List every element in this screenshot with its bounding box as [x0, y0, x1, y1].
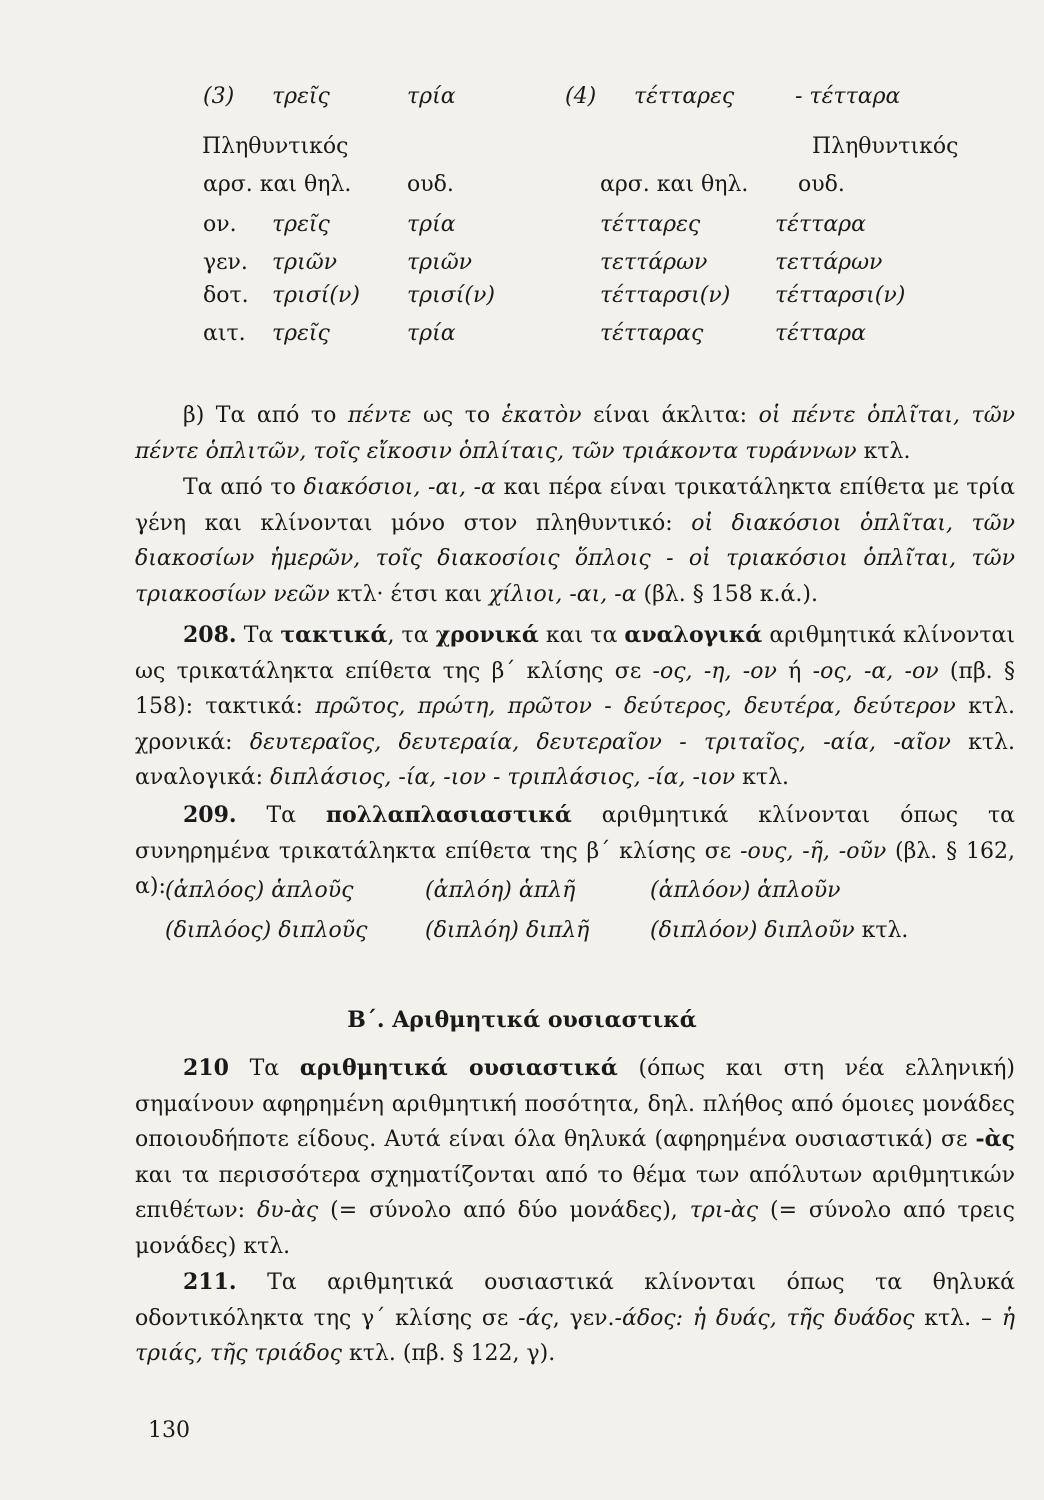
text: (βλ. § 158 κ.ά.). — [636, 581, 818, 607]
gender-mf-left: αρσ. και θηλ. — [203, 172, 352, 197]
text: Τα — [228, 1056, 300, 1081]
text: Τα — [236, 623, 281, 648]
section-number: 210 — [183, 1055, 229, 1081]
text: διπλάσιος, -ία, -ιον - τριπλάσιος, -ία, -ιον — [270, 765, 736, 790]
text: Τα από το — [183, 475, 304, 500]
paragraph-diakosioi — [135, 470, 1015, 612]
section-number: 208. — [183, 622, 237, 648]
text: κτλ· έτσι και — [329, 581, 489, 607]
header-tria: τρία — [407, 84, 456, 109]
table-cell: τέτταρα — [775, 212, 866, 237]
contract-form: (διπλόη) διπλῆ — [425, 918, 590, 943]
contract-form: (ἁπλόη) ἁπλῆ — [425, 878, 576, 903]
table-cell: τέτταρες — [600, 212, 701, 237]
case-label: γεν. — [203, 250, 248, 275]
table-cell: τεττάρων — [600, 250, 708, 275]
table-cell: τρεῖς — [272, 212, 330, 237]
contract-form: (ἁπλόος) ἁπλοῦς — [165, 878, 354, 903]
case-label: ον. — [203, 212, 237, 237]
text: αριθμητικά ουσιαστικά — [299, 1055, 618, 1081]
text: -άς — [518, 1305, 553, 1331]
text: και τα — [538, 623, 625, 648]
table-cell: τεττάρων — [775, 250, 883, 275]
text: δυ-ὰς — [256, 1198, 319, 1223]
text: κτλ. αναλογικά: — [135, 729, 1015, 790]
text: (πβ. § 158): τακτικά: — [135, 658, 1015, 719]
contract-form: (ἁπλόον) ἁπλοῦν — [650, 878, 841, 903]
text: τρι-ὰς — [689, 1198, 759, 1223]
text: (όπως και στη νέα ελληνική) σημαίνουν αφηρημένη αριθμητική ποσότητα, δηλ. πλήθος από όμοιες μονάδες οποιουδήποτε είδους. Αυτά είναι όλα θηλυκά (αφηρημένα ουσιαστικά) σε — [135, 1056, 1015, 1152]
text: κτλ. — [856, 438, 911, 464]
text: -ὰς — [975, 1126, 1015, 1152]
case-label: δοτ. — [203, 283, 249, 308]
section-heading: Β΄. Αριθμητικά ουσιαστικά — [347, 1007, 697, 1033]
case-label: αιτ. — [203, 321, 246, 346]
text: κτλ. — [735, 765, 790, 790]
text: (= σύνολο από δύο μονάδες), — [318, 1198, 690, 1223]
text: , τα — [387, 623, 436, 648]
text: ως το — [411, 403, 502, 428]
text: αναλογικά — [624, 622, 763, 648]
contract-form: (διπλόος) διπλοῦς — [165, 918, 368, 943]
text: ἡ τριάς, τῆς τριάδος — [135, 1305, 1015, 1366]
table-cell: τρισί(ν) — [272, 283, 360, 308]
text: (διπλόον) διπλοῦν — [650, 918, 855, 943]
text: αριθμητικά κλίνονται όπως τα συνηρημένα τρικατάληκτα επίθετα της β΄ κλίσης σε — [135, 803, 1015, 864]
text: κτλ. χρονικά: — [135, 694, 1015, 755]
text: -ους, -ῆ, -οῦν — [740, 838, 887, 864]
text: ἑκατὸν — [501, 403, 582, 428]
text: Τα αριθμητικά ουσιαστικά κλίνονται όπως τα θηλυκά οδοντικόληκτα της γ΄ κλίσης σε — [135, 1270, 1015, 1331]
plural-label-right: Πληθυντικός — [812, 134, 959, 159]
section-211 — [135, 1265, 1015, 1372]
section-210 — [135, 1051, 1015, 1264]
header-tettares: τέτταρες — [634, 84, 735, 109]
text: πολλαπλασιαστικά — [325, 802, 572, 828]
table-cell: τέτταρα — [775, 321, 866, 346]
text: Τα — [236, 803, 326, 828]
table-cell: τρία — [407, 321, 456, 346]
header-num-3: (3) — [203, 84, 235, 109]
plural-label-left: Πληθυντικός — [202, 134, 349, 159]
contract-form-last — [650, 920, 908, 942]
text: κτλ. (πβ. § 122, γ). — [341, 1341, 556, 1366]
text: , γεν. — [552, 1305, 615, 1331]
text: (= σύνολο από τρεις μονάδες) κτλ. — [135, 1198, 1015, 1259]
table-cell: τέτταρσι(ν) — [600, 283, 731, 308]
text: χίλιοι, -αι, -α — [488, 581, 637, 607]
header-tettara: - τέτταρα — [795, 84, 901, 109]
table-cell: τέτταρας — [600, 321, 704, 346]
text: -ος, -η, -ον — [652, 658, 777, 684]
text: πέντε — [347, 403, 412, 428]
text: -άδος: ἡ δυάς, τῆς δυάδος — [614, 1305, 915, 1331]
section-208 — [135, 618, 1015, 796]
table-cell: τρισί(ν) — [407, 283, 495, 308]
table-cell: τριῶν — [407, 250, 473, 275]
text: και πέρα είναι τρικατάληκτα επίθετα με τρία γένη και κλίνονται μόνο στον πληθυντικό: — [135, 475, 1015, 536]
text: διακόσιοι, -αι, -α — [303, 475, 496, 500]
text: κτλ. – — [914, 1305, 1002, 1331]
gender-n-right: ουδ. — [798, 172, 845, 197]
text: (βλ. § 162, α): — [135, 838, 1016, 899]
text: τακτικά — [280, 622, 388, 648]
text: οἱ πέντε ὁπλῖται, τῶν πέντε ὁπλιτῶν, τοῖς εἴκοσιν ὁπλίταις, τῶν τριάκοντα τυράννων — [135, 403, 1016, 464]
header-num-4: (4) — [565, 84, 597, 109]
text: δευτεραῖος, δευτεραία, δευτεραῖον - τριταῖος, -αία, -αῖον — [249, 729, 951, 755]
gender-mf-right: αρσ. και θηλ. — [600, 172, 749, 197]
text: πρῶτος, πρώτη, πρῶτον - δεύτερος, δευτέρα, δεύτερον — [315, 694, 956, 719]
text: χρονικά — [435, 622, 539, 648]
section-number: 211. — [183, 1269, 237, 1295]
text: κτλ. — [854, 918, 909, 943]
table-cell: τριῶν — [272, 250, 338, 275]
text: αριθμητικά κλίνονται ως τρικατάληκτα επίθετα της β΄ κλίσης σε — [135, 623, 1015, 684]
gender-n-left: ουδ. — [407, 172, 454, 197]
text: β) Τα από το — [183, 403, 348, 428]
page-number: 130 — [148, 1418, 190, 1443]
table-cell: τρεῖς — [272, 321, 330, 346]
text: και τα περισσότερα σχηματίζονται από το θέμα των απόλυτων αριθμητικών επιθέτων: — [135, 1162, 1015, 1223]
table-cell: τέτταρσι(ν) — [775, 283, 906, 308]
paragraph-b — [135, 398, 1015, 469]
text: είναι άκλιτα: — [581, 403, 759, 428]
table-cell: τρία — [407, 212, 456, 237]
header-treis: τρεῖς — [272, 84, 330, 109]
section-number: 209. — [183, 802, 237, 828]
text: οἱ διακόσιοι ὁπλῖται, τῶν διακοσίων ἡμερῶν, τοῖς διακοσίοις ὅπλοις - οἱ τριακόσιοι ὁπλῖται, τῶν τριακοσίων νεῶν — [135, 510, 1015, 607]
text: ή — [776, 658, 813, 684]
text: -ος, -α, -ον — [812, 658, 939, 684]
